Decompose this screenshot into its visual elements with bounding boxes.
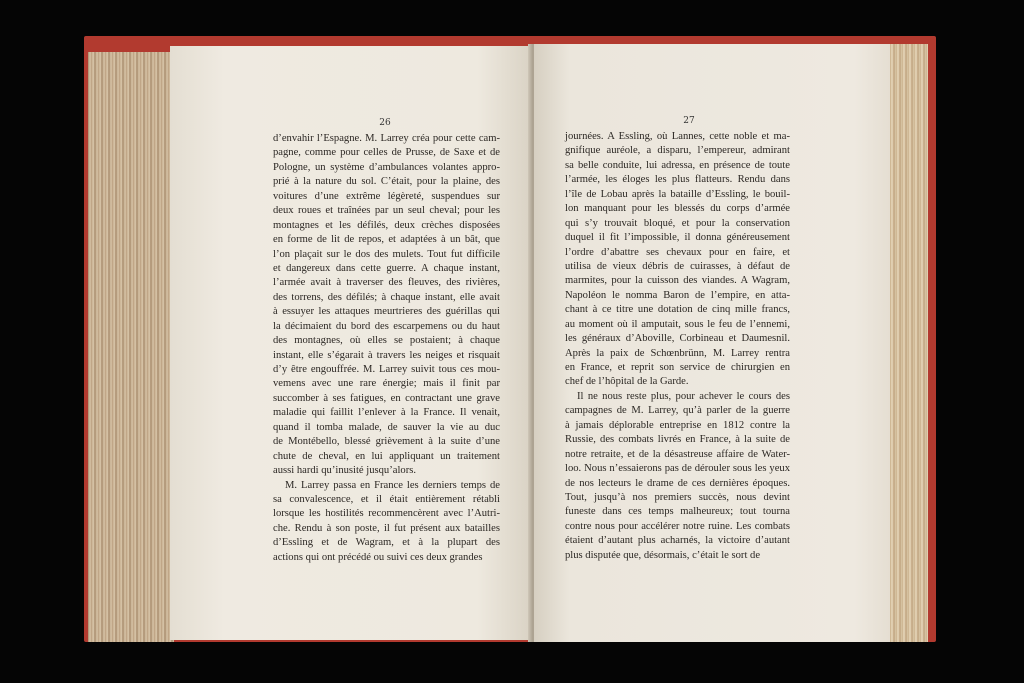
text-line: sa belle conduite, lui adressa, en présence de toute [565, 159, 790, 171]
text-line: et dangereux dans cette guerre. A chaque instant, [273, 262, 500, 274]
text-line: en France, et reprit son service de chirurgien en [565, 362, 790, 373]
text-line: voitures d’une extrême légèreté, suspendues sur [273, 190, 500, 202]
left-page [170, 46, 532, 640]
text-line: gnifique auréole, a disparu, l’empereur, admirant [565, 145, 790, 157]
text-line: l’on plaçait sur le dos des mulets. Tout fut difficile [273, 248, 500, 260]
right-page-text [565, 130, 790, 563]
text-line: actions qui ont précédé ou suivi ces deux grandes [273, 551, 483, 563]
text-line: l’île de Lobau après la bataille d’Essling, le bouil- [565, 188, 790, 200]
text-line: à essuyer les attaques meurtrieres des guérillas qui [273, 306, 500, 318]
text-line: des montagnes, où elles se postaient; à chaque [273, 335, 500, 347]
text-line: étaient d’autant plus acharnés, la victoire d’autant [565, 535, 790, 547]
text-line: sa convalescence, et il était entièrement rétabli [273, 493, 500, 505]
text-line: plus disputée que, désormais, c’était le sort de [565, 549, 761, 561]
text-line: notre retraite, et de la désastreuse affaire de Water- [565, 448, 790, 460]
text-line: campagnes de M. Larrey, qu’à parler de la guerre [565, 405, 790, 417]
left-page-number: 26 [379, 118, 391, 128]
text-line: des torrens, des défilés; à chaque instant, elle avait [273, 291, 500, 303]
text-line: maladie qui faillit l’enlever à la France. Il venait, [273, 407, 500, 419]
text-line: l’armée, les éloges les plus flatteurs. Rendu dans [565, 174, 790, 186]
text-line: qui s’y trouvait bloqué, et pour la conservation [565, 217, 790, 229]
text-line: Pologne, un système d’ambulances volantes appro- [273, 161, 500, 173]
text-line: che. Rendu à son poste, il fut présent aux batailles [273, 522, 500, 534]
text-line: aussi hardi qu’inusité jusqu’alors. [273, 465, 416, 477]
text-line: à jamais déplorable entreprise en 1812 contre la [565, 419, 790, 431]
text-line: d’Essling et de Wagram, et à la plupart des [273, 537, 500, 549]
text-line: d’envahir l’Espagne. M. Larrey créa pour cette cam- [273, 133, 500, 144]
text-line: contre nous pour accélérer notre ruine. Les combats [565, 520, 790, 532]
text-line: en forme de lit de repos, et adaptées à un bât, que [273, 234, 500, 246]
text-line: instant, elle s’égarait à travers les neiges et risquait [273, 349, 500, 361]
text-line: quand il tomba malade, de sauver la vie au duc [273, 421, 500, 433]
right-page [534, 44, 890, 642]
text-line: loo. Nous n’essaierons pas de dérouler sous les yeux [565, 463, 790, 475]
text-line: chef de l’hôpital de la Garde. [565, 376, 689, 388]
text-line: Il ne nous reste plus, pour achever le cours des [577, 390, 790, 402]
text-line: l’ordre d’abattre ses chevaux pour en faire, et [565, 246, 790, 258]
text-line: les généraux d’Aboville, Corbineau et Daumesnil. [565, 333, 790, 345]
text-line: montagnes et les défilés, deux crèches disposées [273, 219, 500, 231]
text-line: succomber à ses fatigues, en contractant une grave [273, 392, 500, 404]
text-line: deux roues et traînées par un seul cheval; pour les [273, 205, 500, 217]
text-line: lon manquant pour les blessés du corps d’armée [565, 203, 790, 215]
left-page-text [273, 132, 500, 565]
text-line: chute de cheval, en lui appliquant un traitement [273, 450, 500, 462]
text-line: journées. A Essling, où Lannes, cette noble et ma- [565, 131, 790, 142]
text-line: pagne, comme pour celles de Prusse, de Saxe et de [273, 147, 500, 159]
text-line: de nos lecteurs le drame de ces dernières époques. [565, 477, 790, 489]
text-line: vemens avec une rare énergie; mais il finit par [273, 378, 500, 390]
text-line: l’armée avait à traverser des fleuves, des rivières, [273, 277, 500, 289]
text-line: marmites, pour la cuisson des viandes. A Wagram, [565, 275, 790, 287]
text-line: funeste dans ces temps malheureux; tout tourna [565, 506, 790, 518]
text-line: Russie, des combats livrés en France, à la suite de [565, 434, 790, 446]
text-line: prié à la nature du sol. C’était, pour la plaine, des [273, 176, 500, 188]
text-line: Napoléon le nomma Baron de l’empire, en atta- [565, 289, 790, 301]
left-page-edges [88, 52, 174, 642]
text-line: chant à ce titre une dotation de cinq mille francs, [565, 304, 790, 316]
text-line: au moment où il amputait, sous le feu de l’ennemi, [565, 318, 790, 330]
text-line: la décimaient du bord des escarpemens ou du haut [273, 320, 500, 332]
right-page-number: 27 [683, 116, 695, 126]
text-line: duquel il fit l’impossible, il donna généreusement [565, 232, 790, 244]
text-line: de Montébello, blessé grièvement à la suite d’une [273, 436, 500, 448]
text-line: utilisa de vieux débris de cuirasses, à défaut de [565, 260, 790, 272]
text-line: d’y être engouffrée. M. Larrey suivit tous ces mou- [273, 364, 500, 375]
text-line: M. Larrey passa en France les derniers temps de [285, 479, 500, 491]
text-line: Tout, jusqu’à nos premiers succès, nous devint [565, 491, 790, 503]
text-line: Après la paix de Schœnbrünn, M. Larrey rentra [565, 347, 790, 359]
text-line: lorsque les hostilités recommencèrent avec l’Autri- [273, 508, 500, 520]
right-page-edges [884, 44, 928, 642]
